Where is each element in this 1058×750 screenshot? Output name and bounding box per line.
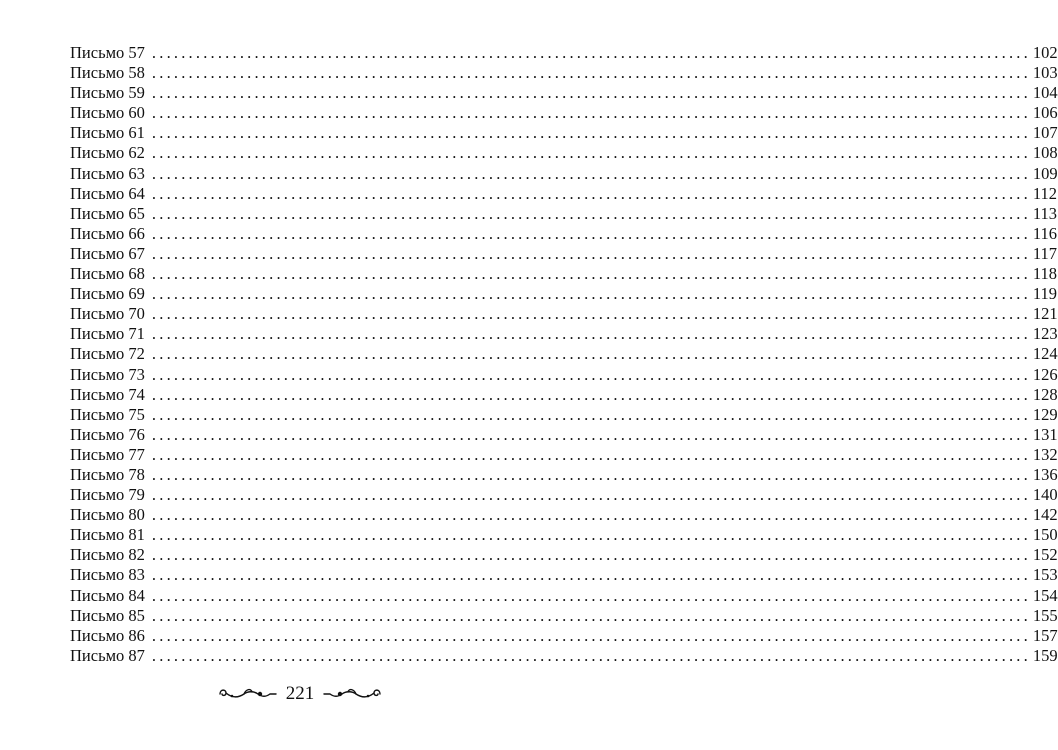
toc-entry: [70, 404, 1058, 425]
toc-entry-page-number: 108: [1032, 143, 1058, 163]
dot-leader: ........................................................................................................................: [151, 424, 1031, 444]
toc-entry-page-number: 142: [1032, 505, 1058, 525]
toc-entry-page-number: 123: [1032, 324, 1058, 344]
dot-leader: ........................................................................................................................: [151, 284, 1031, 304]
toc-entry-page-number: 126: [1032, 364, 1058, 384]
toc-entry: [70, 525, 1058, 545]
dot-leader: ........................................................................................................................: [151, 324, 1031, 344]
toc-entry-label: Письмо 73: [70, 364, 145, 384]
toc-entry-label: Письмо 86: [70, 625, 145, 645]
toc-entry-label: Письмо 82: [70, 545, 145, 565]
dot-leader: ........................................................................................................................: [151, 625, 1031, 645]
toc-entry: [70, 464, 1058, 485]
toc-entry: [70, 43, 1058, 63]
toc-entry: [70, 625, 1058, 646]
toc-entry-page-number: 106: [1032, 103, 1058, 123]
dot-leader: ........................................................................................................................: [151, 143, 1031, 163]
toc-entry-page-number: 104: [1032, 83, 1058, 103]
dot-leader: ........................................................................................................................: [151, 364, 1031, 384]
toc-entry: [70, 284, 1058, 304]
toc-entry: [70, 364, 1058, 385]
toc-entry-page-number: 128: [1032, 384, 1058, 404]
dot-leader: ........................................................................................................................: [151, 163, 1031, 183]
dot-leader: ........................................................................................................................: [151, 83, 1031, 103]
toc-entry: [70, 183, 1058, 204]
toc-entry-label: Письмо 72: [70, 344, 145, 364]
toc-entry-label: Письмо 74: [70, 384, 145, 404]
toc-entry-label: Письмо 61: [70, 123, 145, 143]
toc-entry-label: Письмо 75: [70, 404, 145, 424]
toc-entry: [70, 264, 1058, 284]
toc-entry-page-number: 107: [1032, 123, 1058, 143]
toc-entry-page-number: 113: [1032, 203, 1058, 223]
toc-entry: [70, 143, 1058, 163]
toc-entry-label: Письмо 77: [70, 444, 145, 464]
toc-entry-page-number: 154: [1032, 585, 1058, 605]
toc-entry: [70, 444, 1058, 465]
toc-entry-label: Письмо 80: [70, 505, 145, 525]
toc-entry-page-number: 129: [1032, 404, 1058, 424]
toc-entry-label: Письмо 68: [70, 264, 145, 284]
dot-leader: ........................................................................................................................: [151, 605, 1031, 625]
dot-leader: ........................................................................................................................: [151, 525, 1031, 545]
toc-entry: [70, 485, 1058, 505]
dot-leader: ........................................................................................................................: [151, 223, 1031, 243]
toc-entry: [70, 123, 1058, 143]
toc-entry: [70, 324, 1058, 344]
dot-leader: ........................................................................................................................: [151, 384, 1031, 404]
toc-entry-label: Письмо 83: [70, 565, 145, 585]
toc-entry-page-number: 131: [1032, 424, 1058, 444]
dot-leader: ........................................................................................................................: [151, 444, 1031, 464]
toc-entry-page-number: 109: [1032, 163, 1058, 183]
toc-entry: [70, 505, 1058, 525]
toc-entry: [70, 585, 1058, 606]
toc-entry: [70, 645, 1058, 666]
dot-leader: ........................................................................................................................: [151, 545, 1031, 565]
toc-entry: [70, 243, 1058, 264]
toc-entry-label: Письмо 60: [70, 103, 145, 123]
toc-entry-label: Письмо 58: [70, 63, 145, 83]
toc-entry: [70, 565, 1058, 585]
dot-leader: ........................................................................................................................: [151, 505, 1031, 525]
toc-entry-page-number: 132: [1032, 444, 1058, 464]
dot-leader: ........................................................................................................................: [151, 264, 1031, 284]
toc-entry-page-number: 103: [1032, 63, 1058, 83]
toc-entry-page-number: 119: [1032, 284, 1058, 304]
toc-entry: [70, 203, 1058, 224]
dot-leader: ........................................................................................................................: [151, 243, 1031, 263]
toc-entry-page-number: 102: [1032, 43, 1058, 62]
toc-entry-page-number: 112: [1032, 183, 1058, 203]
toc-entry: [70, 223, 1058, 244]
dot-leader: ........................................................................................................................: [151, 203, 1031, 223]
toc-entry-label: Письмо 81: [70, 525, 145, 545]
dot-leader: ........................................................................................................................: [151, 645, 1031, 665]
toc-entry-label: Письмо 78: [70, 464, 145, 484]
page-footer: [0, 679, 600, 709]
dot-leader: ........................................................................................................................: [151, 63, 1031, 83]
dot-leader: ........................................................................................................................: [151, 585, 1031, 605]
toc-entry-label: Письмо 76: [70, 424, 145, 444]
toc-entry-page-number: 117: [1032, 243, 1058, 263]
toc-entry-page-number: 140: [1032, 485, 1058, 505]
toc-entry-label: Письмо 65: [70, 203, 145, 223]
dot-leader: ........................................................................................................................: [151, 404, 1031, 424]
dot-leader: ........................................................................................................................: [151, 43, 1031, 62]
dot-leader: ........................................................................................................................: [151, 344, 1031, 364]
toc-entry-page-number: 118: [1032, 264, 1058, 284]
dot-leader: ........................................................................................................................: [151, 464, 1031, 484]
toc-entry-label: Письмо 66: [70, 223, 145, 243]
dot-leader: ........................................................................................................................: [151, 123, 1031, 143]
toc-entry-label: Письмо 71: [70, 324, 145, 344]
toc-entry: [70, 424, 1058, 445]
flourish-left-icon: [216, 685, 278, 703]
toc-entry-page-number: 121: [1032, 304, 1058, 324]
toc-entry-label: Письмо 87: [70, 645, 145, 665]
page-number: 221: [285, 683, 315, 704]
toc-entry-label: Письмо 85: [70, 605, 145, 625]
dot-leader: ........................................................................................................................: [151, 304, 1031, 324]
toc-entry-label: Письмо 69: [70, 284, 145, 304]
toc-entry: [70, 304, 1058, 324]
toc-entry-page-number: 150: [1032, 525, 1058, 545]
toc-entry-page-number: 152: [1032, 545, 1058, 565]
toc-entry-page-number: 155: [1032, 605, 1058, 625]
toc-entry-page-number: 136: [1032, 464, 1058, 484]
toc-entry-label: Письмо 79: [70, 485, 145, 505]
toc-entry-label: Письмо 63: [70, 163, 145, 183]
toc-entry-page-number: 153: [1032, 565, 1058, 585]
flourish-right-icon: [322, 685, 384, 703]
dot-leader: ........................................................................................................................: [151, 485, 1031, 505]
toc-entry-label: Письмо 70: [70, 304, 145, 324]
toc-entry: [70, 344, 1058, 364]
toc-entry: [70, 163, 1058, 184]
toc-entry: [70, 83, 1058, 103]
toc-entry-page-number: 116: [1032, 223, 1058, 243]
toc-entry: [70, 605, 1058, 626]
dot-leader: ........................................................................................................................: [151, 103, 1031, 123]
toc-entry-label: Письмо 64: [70, 183, 145, 203]
toc-entry-label: Письмо 67: [70, 243, 145, 263]
toc-entry-page-number: 124: [1032, 344, 1058, 364]
toc-entry-label: Письмо 59: [70, 83, 145, 103]
toc-entry: [70, 384, 1058, 405]
dot-leader: ........................................................................................................................: [151, 565, 1031, 585]
toc-entry-label: Письмо 84: [70, 585, 145, 605]
toc-entry: [70, 545, 1058, 565]
toc-entry: [70, 103, 1058, 123]
table-of-contents: [70, 43, 1058, 666]
dot-leader: ........................................................................................................................: [151, 183, 1031, 203]
toc-entry-page-number: 159: [1032, 645, 1058, 665]
toc-entry-label: Письмо 57: [70, 43, 145, 62]
toc-entry-label: Письмо 62: [70, 143, 145, 163]
toc-entry-page-number: 157: [1032, 625, 1058, 645]
toc-entry: [70, 63, 1058, 83]
